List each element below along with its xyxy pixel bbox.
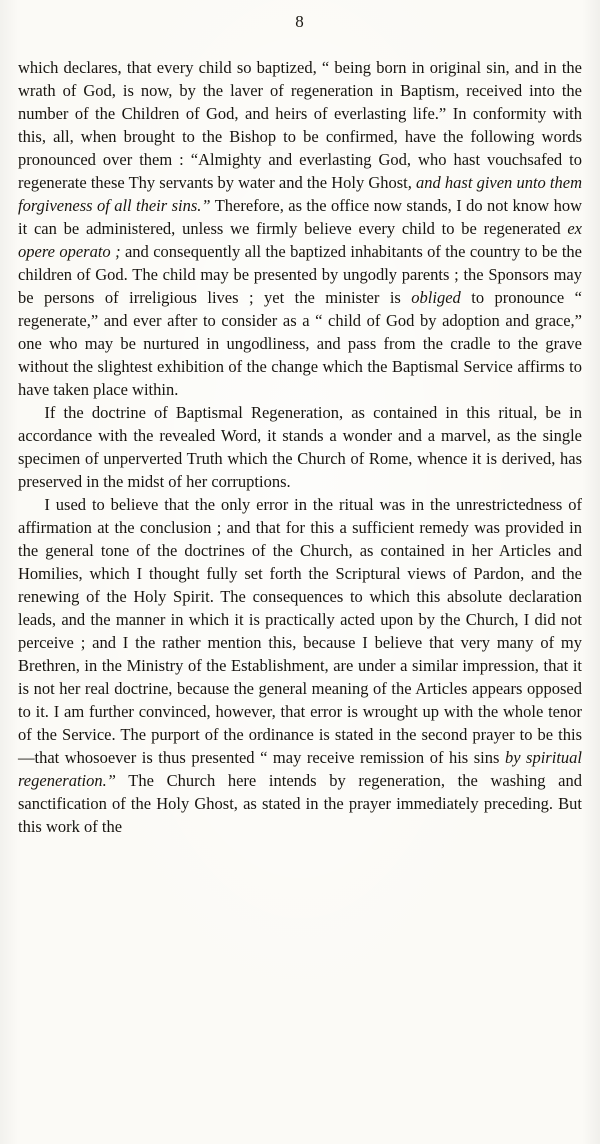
text-run: which declares, that every child so baptized, “ being born in original sin, and in the wrath of God, is now, by the laver of regeneration in Baptism, received into the number of the Children of God, and heirs of everlasting life.” In conformity with this, all, when brought to the Bishop to be confirmed, have the following words pronounced over them : “Almighty and everlasting God, who hast vouchsafed to regenerate these Thy servants by water and the Holy Ghost, (18, 58, 582, 192)
italic-text-run: ex opere operato ; (18, 219, 582, 261)
text-run: to pronounce “ regenerate,” and ever after to consider as a “ child of God by adoption and grace,” one who may be nurtured in ungodliness, and pass from the cradle to the grave without the slightest exhibition of the change which the Baptismal Service affirms to have taken place within. (18, 288, 582, 399)
italic-text-run: and hast given unto them forgiveness of all their sins.” (18, 173, 582, 215)
paragraph (18, 56, 582, 401)
paragraph (18, 401, 582, 493)
text-run: I used to believe that the only error in the ritual was in the unrestrictedness of affirmation at the conclusion ; and that for this a sufficient remedy was provided in the general tone of the doctrines of the Church, as contained in her Articles and Homilies, which I thought fully set forth the Scriptural views of Pardon, and the renewing of the Holy Spirit. The consequences to which this absolute declaration leads, and the manner in which it is practically acted upon by the Church, I did not perceive ; and I the rather mention this, because I believe that very many of my Brethren, in the Ministry of the Establishment, are under a similar impression, that it is not her real doctrine, because the general meaning of the Articles appears opposed to it. I am further convinced, however, that error is wrought up with the whole tenor of the Service. The purport of the ordinance is stated in the second prayer to be this—that whosoever is thus presented “ may receive remission of his sins (18, 495, 582, 767)
page-body (18, 56, 582, 838)
italic-text-run: obliged (411, 288, 461, 307)
page-number: 8 (295, 12, 305, 31)
text-run: If the doctrine of Baptismal Regeneration, as contained in this ritual, be in accordance with the revealed Word, it stands a wonder and a marvel, as the single specimen of unperverted Truth which the Church of Rome, whence it is derived, has preserved in the midst of her corruptions. (18, 403, 582, 491)
text-run: Therefore, as the office now stands, I do not know how it can be administered, unless we firmly believe every child to be regenerated (18, 196, 583, 238)
text-run: The Church here intends by regeneration, the washing and sanctification of the Holy Ghost, as stated in the prayer immediately preceding. But this work of the (18, 771, 582, 836)
italic-text-run: by spiritual regeneration.” (18, 748, 582, 790)
text-run: and consequently all the baptized inhabitants of the country to be the children of God. The child may be presented by ungodly parents ; the Sponsors may be persons of irreligious lives ; yet the minister is (18, 242, 583, 307)
paragraph (18, 493, 582, 838)
